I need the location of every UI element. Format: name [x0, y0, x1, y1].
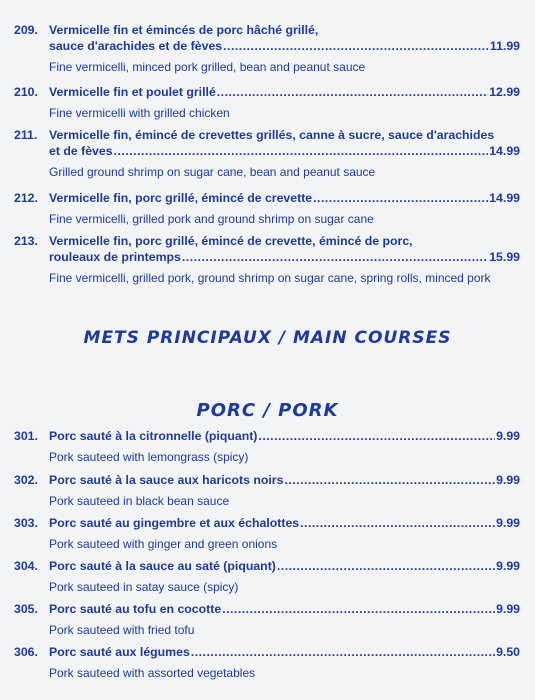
item-description: Fine vermicelli, grilled pork, ground shrimp on sugar cane, spring rolls, minced pork	[49, 271, 491, 285]
leader-dots	[313, 190, 488, 206]
leader-dots	[182, 249, 488, 265]
item-description: Fine vermicelli with grilled chicken	[49, 106, 230, 120]
item-price: 11.99	[489, 39, 520, 53]
item-title: Vermicelle fin, porc grillé, émincé de crevette	[49, 191, 313, 205]
menu-item-211	[14, 127, 520, 180]
item-price: 9.99	[496, 429, 520, 443]
item-title-continued: et de fèves	[49, 144, 113, 158]
item-title: Vermicelle fin et poulet grillé	[49, 85, 216, 99]
item-number: 209.	[14, 23, 38, 37]
item-price: 9.99	[496, 473, 520, 487]
item-title: Vermicelle fin, émincé de crevettes grillés, canne à sucre, sauce d'arachides	[49, 128, 495, 142]
item-title: Porc sauté à la sauce aux haricots noirs	[49, 473, 284, 487]
menu-item-303	[14, 515, 520, 552]
item-number: 213.	[14, 234, 38, 248]
item-number: 305.	[14, 602, 38, 616]
item-description: Pork sauteed in black bean sauce	[49, 494, 230, 508]
item-price: 14.99	[489, 144, 520, 158]
leader-dots	[277, 558, 495, 574]
item-price: 15.99	[489, 250, 520, 264]
menu-item-306	[14, 644, 520, 681]
item-title: Porc sauté aux légumes	[49, 645, 190, 659]
menu-item-210	[14, 84, 520, 121]
section-heading-pork: PORC / PORK	[196, 400, 339, 421]
item-price: 9.99	[496, 602, 520, 616]
leader-dots	[217, 84, 488, 100]
item-number: 302.	[14, 473, 38, 487]
menu-item-209	[14, 22, 520, 75]
item-number: 304.	[14, 559, 38, 573]
item-price: 12.99	[489, 85, 520, 99]
leader-dots	[258, 428, 495, 444]
item-number: 306.	[14, 645, 38, 659]
item-price: 9.50	[496, 645, 520, 659]
item-price: 14.99	[489, 191, 520, 205]
item-title: Porc sauté au tofu en cocotte	[49, 602, 222, 616]
item-number: 210.	[14, 85, 38, 99]
item-title: Vermicelle fin et émincés de porc hâché grillé,	[49, 23, 319, 37]
item-title-continued: sauce d'arachides et de fèves	[49, 39, 223, 53]
item-description: Fine vermicelli, grilled pork and ground shrimp on sugar cane	[49, 212, 374, 226]
menu-item-305	[14, 601, 520, 638]
item-price: 9.99	[496, 516, 520, 530]
menu-item-302	[14, 472, 520, 509]
section-heading-main-courses: METS PRINCIPAUX / MAIN COURSES	[83, 328, 452, 348]
menu-item-212	[14, 190, 520, 227]
item-description: Pork sauteed in satay sauce (spicy)	[49, 580, 239, 594]
item-description: Grilled ground shrimp on sugar cane, bean and peanut sauce	[49, 165, 376, 179]
item-description: Fine vermicelli, minced pork grilled, bean and peanut sauce	[49, 60, 366, 74]
menu-item-213	[14, 233, 520, 286]
leader-dots	[222, 601, 495, 617]
item-description: Pork sauteed with ginger and green onions	[49, 537, 278, 551]
leader-dots	[223, 38, 489, 54]
item-description: Pork sauteed with lemongrass (spicy)	[49, 450, 249, 464]
item-title: Vermicelle fin, porc grillé, émincé de crevette, émincé de porc,	[49, 234, 413, 248]
item-description: Pork sauteed with assorted vegetables	[49, 666, 256, 680]
item-title-continued: rouleaux de printemps	[49, 250, 181, 264]
leader-dots	[114, 143, 489, 159]
item-number: 303.	[14, 516, 38, 530]
menu-item-301	[14, 428, 520, 465]
item-number: 211.	[14, 128, 38, 142]
leader-dots	[191, 644, 495, 660]
leader-dots	[284, 472, 495, 488]
item-number: 301.	[14, 429, 38, 443]
menu-item-304	[14, 558, 520, 595]
item-number: 212.	[14, 191, 38, 205]
item-title: Porc sauté au gingembre et aux échalottes	[49, 516, 300, 530]
item-description: Pork sauteed with fried tofu	[49, 623, 195, 637]
leader-dots	[300, 515, 495, 531]
item-title: Porc sauté à la citronnelle (piquant)	[49, 429, 258, 443]
item-price: 9.99	[496, 559, 520, 573]
item-title: Porc sauté à la sauce au saté (piquant)	[49, 559, 276, 573]
